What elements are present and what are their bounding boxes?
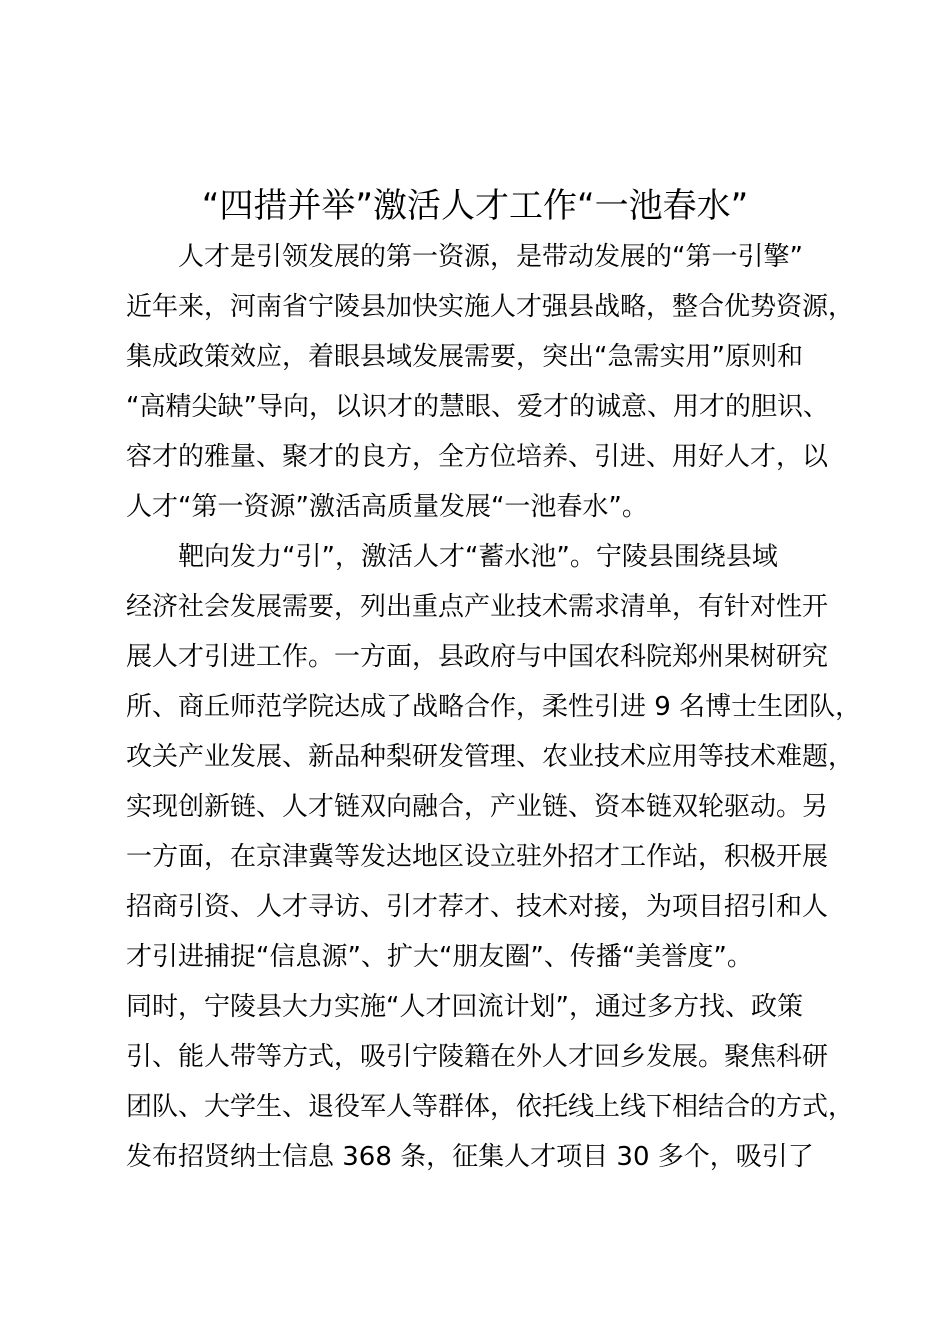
text-line: 经济社会发展需要，列出重点产业技术需求清单，有针对性开	[126, 592, 829, 622]
document-title: “四措并举”激活人才工作“一池春水”	[201, 186, 749, 226]
text-line: 发布招贤纳士信息 368 条，征集人才项目 30 多个，吸引了	[126, 1142, 814, 1172]
text-line: 人才是引领发展的第一资源，是带动发展的“第一引擎”	[178, 242, 803, 272]
text-line: 所、商丘师范学院达成了战略合作，柔性引进 9 名博士生团队，	[126, 692, 862, 722]
text-line: 招商引资、人才寻访、引才荐才、技术对接，为项目招引和人	[126, 892, 829, 922]
text-line: “高精尖缺”导向，以识才的慧眼、爱才的诚意、用才的胆识、	[126, 392, 829, 422]
text-line: 团队、大学生、退役军人等群体，依托线上线下相结合的方式，	[126, 1092, 855, 1122]
text-line: 攻关产业发展、新品种梨研发管理、农业技术应用等技术难题，	[126, 742, 855, 772]
paragraph-2	[126, 532, 866, 1182]
text-line: 近年来，河南省宁陵县加快实施人才强县战略，整合优势资源，	[126, 292, 855, 322]
text-line: 展人才引进工作。一方面，县政府与中国农科院郑州果树研究	[126, 642, 829, 672]
text-line: 一方面，在京津冀等发达地区设立驻外招才工作站，积极开展	[126, 842, 829, 872]
text-line: 同时，宁陵县大力实施“人才回流计划”，通过多方找、政策	[126, 992, 803, 1022]
text-line: 才引进捕捉“信息源”、扩大“朋友圈”、传播“美誉度”。	[126, 942, 753, 972]
paragraph-1	[126, 232, 866, 532]
text-line: 容才的雅量、聚才的良方，全方位培养、引进、用好人才，以	[126, 442, 829, 472]
document-body	[126, 232, 866, 1182]
text-line: 人才“第一资源”激活高质量发展“一池春水”。	[126, 492, 648, 522]
text-line: 实现创新链、人才链双向融合，产业链、资本链双轮驱动。另	[126, 792, 829, 822]
text-line: 靶向发力“引”，激活人才“蓄水池”。宁陵县围绕县域	[178, 542, 778, 572]
text-line: 引、能人带等方式，吸引宁陵籍在外人才回乡发展。聚焦科研	[126, 1042, 829, 1072]
text-line: 集成政策效应，着眼县域发展需要，突出“急需实用”原则和	[126, 342, 803, 372]
